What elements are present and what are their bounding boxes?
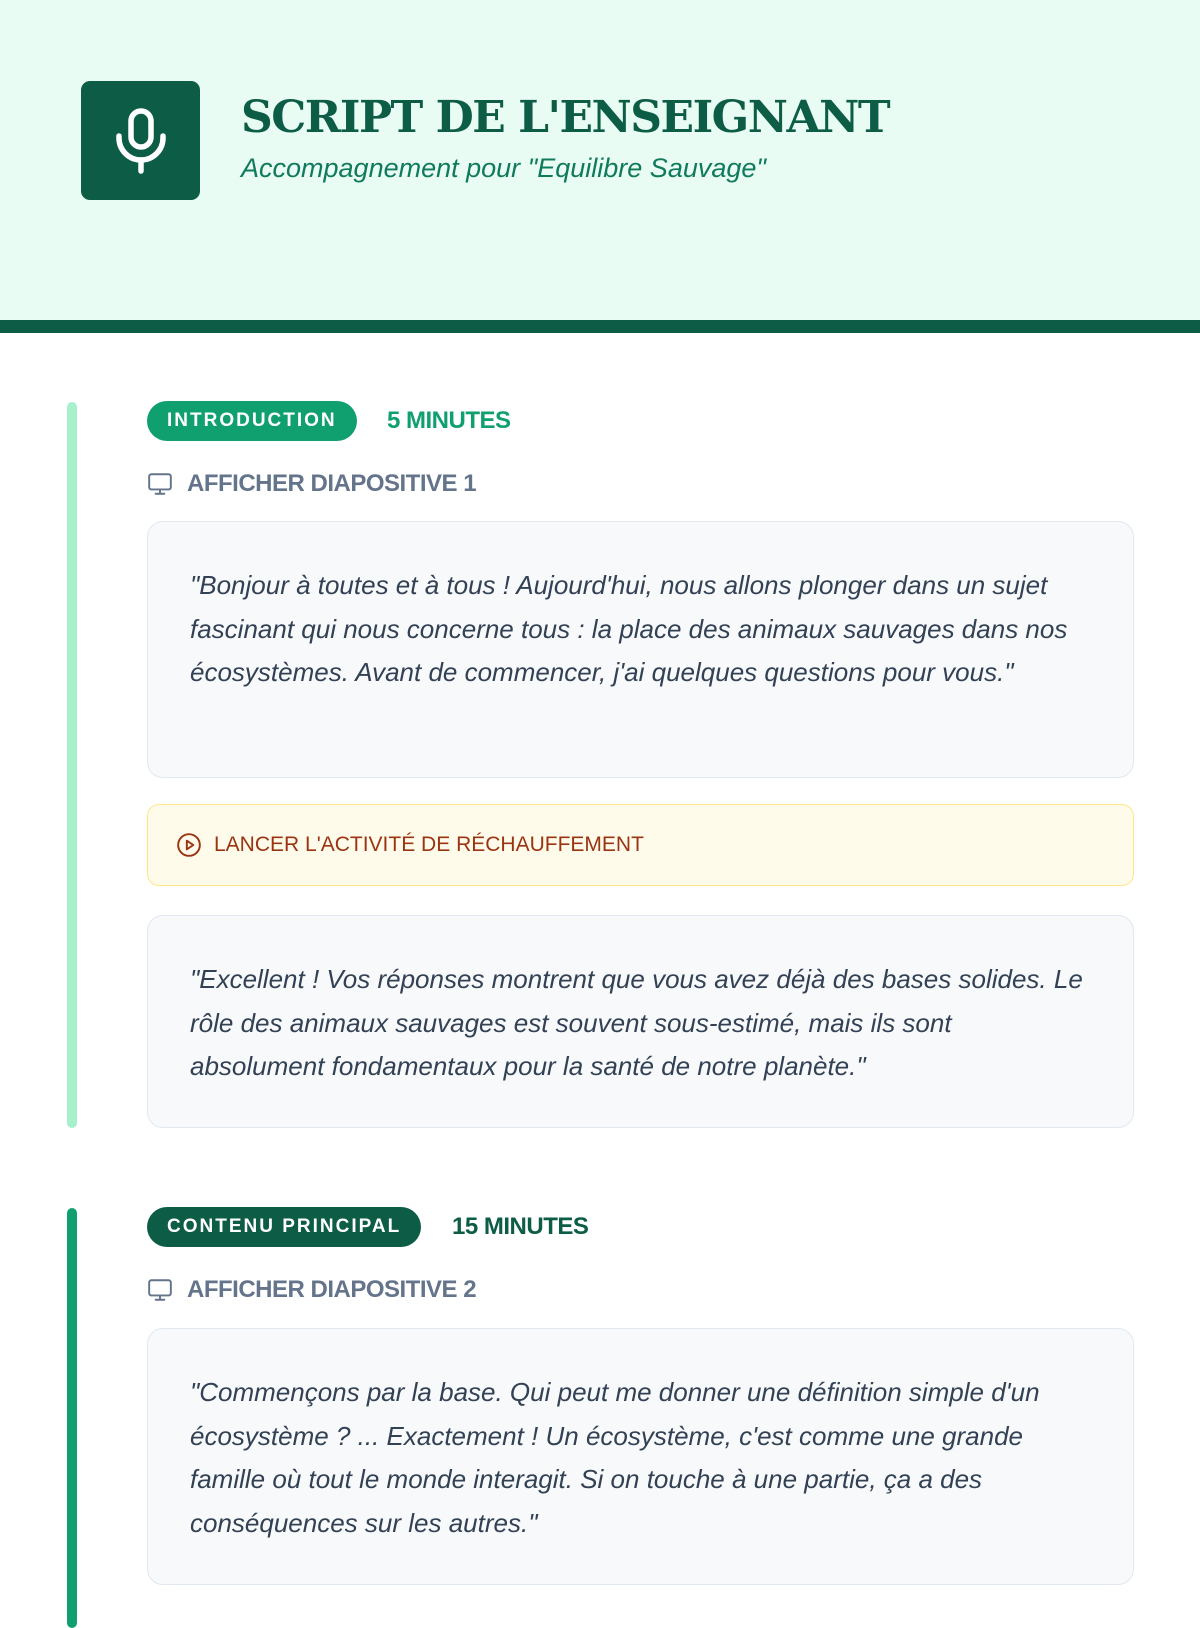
monitor-icon <box>147 1277 173 1303</box>
section-timeline-bar <box>67 1208 77 1628</box>
slide-cue-label: AFFICHER DIAPOSITIVE 1 <box>187 470 477 497</box>
slide-cue-label: AFFICHER DIAPOSITIVE 2 <box>187 1276 477 1303</box>
page-header <box>0 0 1200 333</box>
slide-cue <box>147 469 476 499</box>
launch-activity-button[interactable] <box>147 804 1134 886</box>
script-quote-card <box>147 915 1134 1128</box>
script-quote-text: "Excellent ! Vos réponses montrent que vous avez déjà des bases solides. Le rôle des animaux sauvages est souvent sous-estimé, mais ils sont absolument fondamentaux pour la santé de notre planète." <box>190 964 1083 1081</box>
monitor-icon <box>147 471 173 497</box>
play-circle-icon <box>176 832 202 858</box>
launch-activity-label: LANCER L'ACTIVITÉ DE RÉCHAUFFEMENT <box>214 833 644 856</box>
script-quote-card <box>147 1328 1134 1585</box>
section-duration: 15 MINUTES <box>452 1213 589 1240</box>
script-quote-card <box>147 521 1134 778</box>
section-duration: 5 MINUTES <box>387 407 511 434</box>
section-label-badge: CONTENU PRINCIPAL <box>147 1207 421 1247</box>
section-label-badge: INTRODUCTION <box>147 401 357 441</box>
slide-cue <box>147 1275 476 1305</box>
script-quote-text: "Bonjour à toutes et à tous ! Aujourd'hui, nous allons plonger dans un sujet fascinant qui nous concerne tous : la place des animaux sauvages dans nos écosystèmes. Avant de commencer, j'ai quelques questions pour vous." <box>190 570 1068 687</box>
section-timeline-bar <box>67 402 77 1128</box>
page-subtitle: Accompagnement pour "Equilibre Sauvage" <box>241 153 766 183</box>
page-title: SCRIPT DE L'ENSEIGNANT <box>241 92 890 143</box>
microphone-icon <box>81 81 200 200</box>
script-quote-text: "Commençons par la base. Qui peut me donner une définition simple d'un écosystème ? ... Exactement ! Un écosystème, c'est comme une grande famille où tout le monde interagit. Si on touche à une partie, ça a des conséquences sur les autres." <box>190 1377 1040 1538</box>
